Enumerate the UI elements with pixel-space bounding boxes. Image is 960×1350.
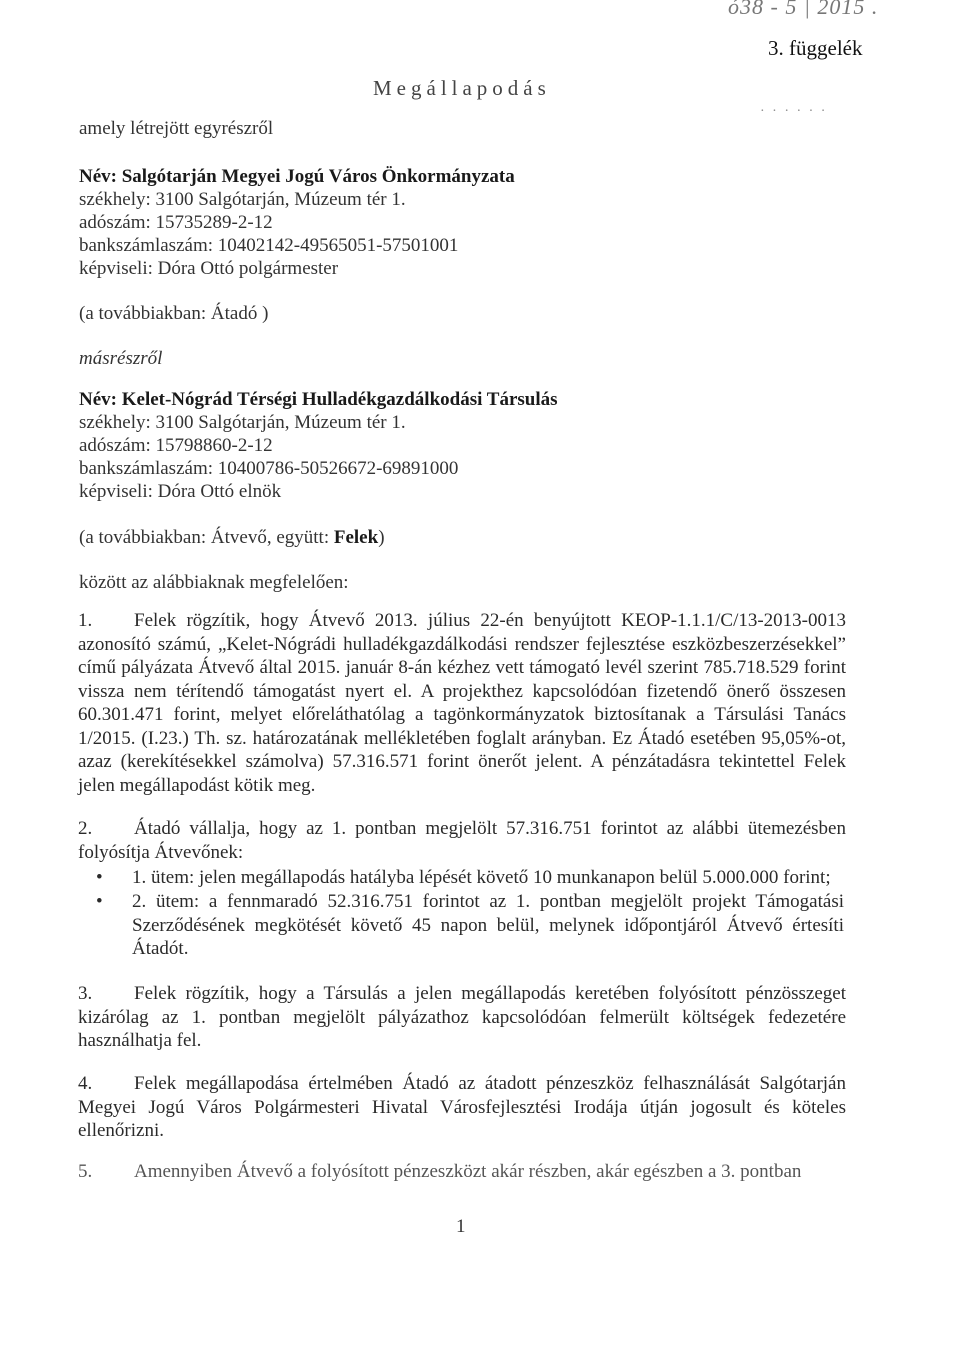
party1-role: (a továbbiakban: Átadó ) xyxy=(79,303,269,324)
section-1 xyxy=(78,609,846,797)
party2-rep: képviseli: Dóra Ottó elnök xyxy=(79,481,282,502)
section-text: Felek rögzítik, hogy Átvevő 2013. július 22-én benyújtott KEOP-1.1.1/C/13-2013-0013 azonosító számú, „Kelet-Nógrádi hulladékgazdálkodási rendszer fejlesztése eszközbeszerzésekkel” című pályázata Átvevő által 2015. január 8-án kézhez vett támogató levél szerint 785.718.529 forint vissza nem térítendő támogatást nyert el. A projekthez kapcsolódóan fizetendő önerő összesen 60.301.471 forint, melyet előreláthatólag a tagönkormányzatok biztosítanak a Társulási Tanács 1/2015. (I.23.) Th. sz. határozatának mellékletében foglalt arányban. Ez Átadó esetében 95,05%-ot, azaz (kerekítésekkel számolva) 57.316.571 forint önerőt jelent. A pénzátadásra tekintettel Felek jelen megállapodást kötik meg. xyxy=(78,610,846,796)
document-title: Megállapodás xyxy=(373,76,551,100)
section-text: Felek megállapodása értelmében Átadó az átadott pénzeszköz felhasználását Salgótarján Megyei Jogú Város Polgármesteri Hivatal Városfejlesztési Irodája útján jogosult és köteles ellenőrizni. xyxy=(78,1073,846,1141)
other-side-label: másrészről xyxy=(79,348,163,369)
party1-rep: képviseli: Dóra Ottó polgármester xyxy=(79,258,339,279)
between-text: között az alábbiaknak megfelelően: xyxy=(79,572,349,593)
bullet-text: 1. ütem: jelen megállapodás hatályba lépését követő 10 munkanapon belül 5.000.000 forint; xyxy=(132,867,831,888)
party2-tax: adószám: 15798860-2-12 xyxy=(79,435,273,456)
section-3 xyxy=(78,982,846,1053)
section-number: 1. xyxy=(78,610,93,631)
section-number: 2. xyxy=(78,818,93,839)
handwritten-reference: ỏ38 - 5 | 2015 . xyxy=(728,0,879,19)
section-5 xyxy=(78,1160,846,1184)
section-text: Felek rögzítik, hogy a Társulás a jelen megállapodás keretében folyósított pénzösszeget kizárólag az 1. pontban megjelölt pályázathoz kapcsolódóan felmerült költségek fedezetére használhatja fel. xyxy=(78,983,846,1051)
party2-bank: bankszámlaszám: 10400786-50526672-69891000 xyxy=(79,458,459,479)
intro-text: amely létrejött egyrészről xyxy=(79,118,274,139)
party2-role-suffix: ) xyxy=(378,527,385,548)
bullet-icon: • xyxy=(96,867,103,888)
section-text: Átadó vállalja, hogy az 1. pontban megjelölt 57.316.751 forintot az alábbi ütemezésben folyósítja Átvevőnek: xyxy=(78,818,846,863)
stamp-dots: · · · · · · xyxy=(760,104,828,119)
party1-seat: székhely: 3100 Salgótarján, Múzeum tér 1. xyxy=(79,189,406,210)
bullet-text: 2. ütem: a fennmaradó 52.316.751 forintot az 1. pontban megjelölt projekt Támogatási Szerződésének megkötését követő 45 napon belül, melynek időpontjáról Átvevő értesíti Átadót. xyxy=(132,891,844,959)
appendix-label: 3. függelék xyxy=(768,36,863,60)
section-2 xyxy=(78,817,846,864)
section-number: 3. xyxy=(78,983,93,1004)
party2-role-bold: Felek xyxy=(333,527,379,548)
bullet-icon: • xyxy=(96,891,103,912)
party2-role xyxy=(79,527,385,549)
party2-role-prefix: (a továbbiakban: Átvevő, együtt: xyxy=(79,527,334,548)
party2-name: Név: Kelet-Nógrád Térségi Hulladékgazdálkodási Társulás xyxy=(79,389,558,410)
section-number: 5. xyxy=(78,1161,93,1182)
section-text: Amennyiben Átvevő a folyósított pénzeszközt akár részben, akár egészben a 3. pontban xyxy=(134,1161,802,1182)
section-4 xyxy=(78,1072,846,1143)
party1-name: Név: Salgótarján Megyei Jogú Város Önkormányzata xyxy=(79,166,515,187)
page-number: 1 xyxy=(456,1216,466,1237)
section-number: 4. xyxy=(78,1073,93,1094)
party1-bank: bankszámlaszám: 10402142-49565051-57501001 xyxy=(79,235,459,256)
party2-seat: székhely: 3100 Salgótarján, Múzeum tér 1. xyxy=(79,412,406,433)
party1-tax: adószám: 15735289-2-12 xyxy=(79,212,273,233)
